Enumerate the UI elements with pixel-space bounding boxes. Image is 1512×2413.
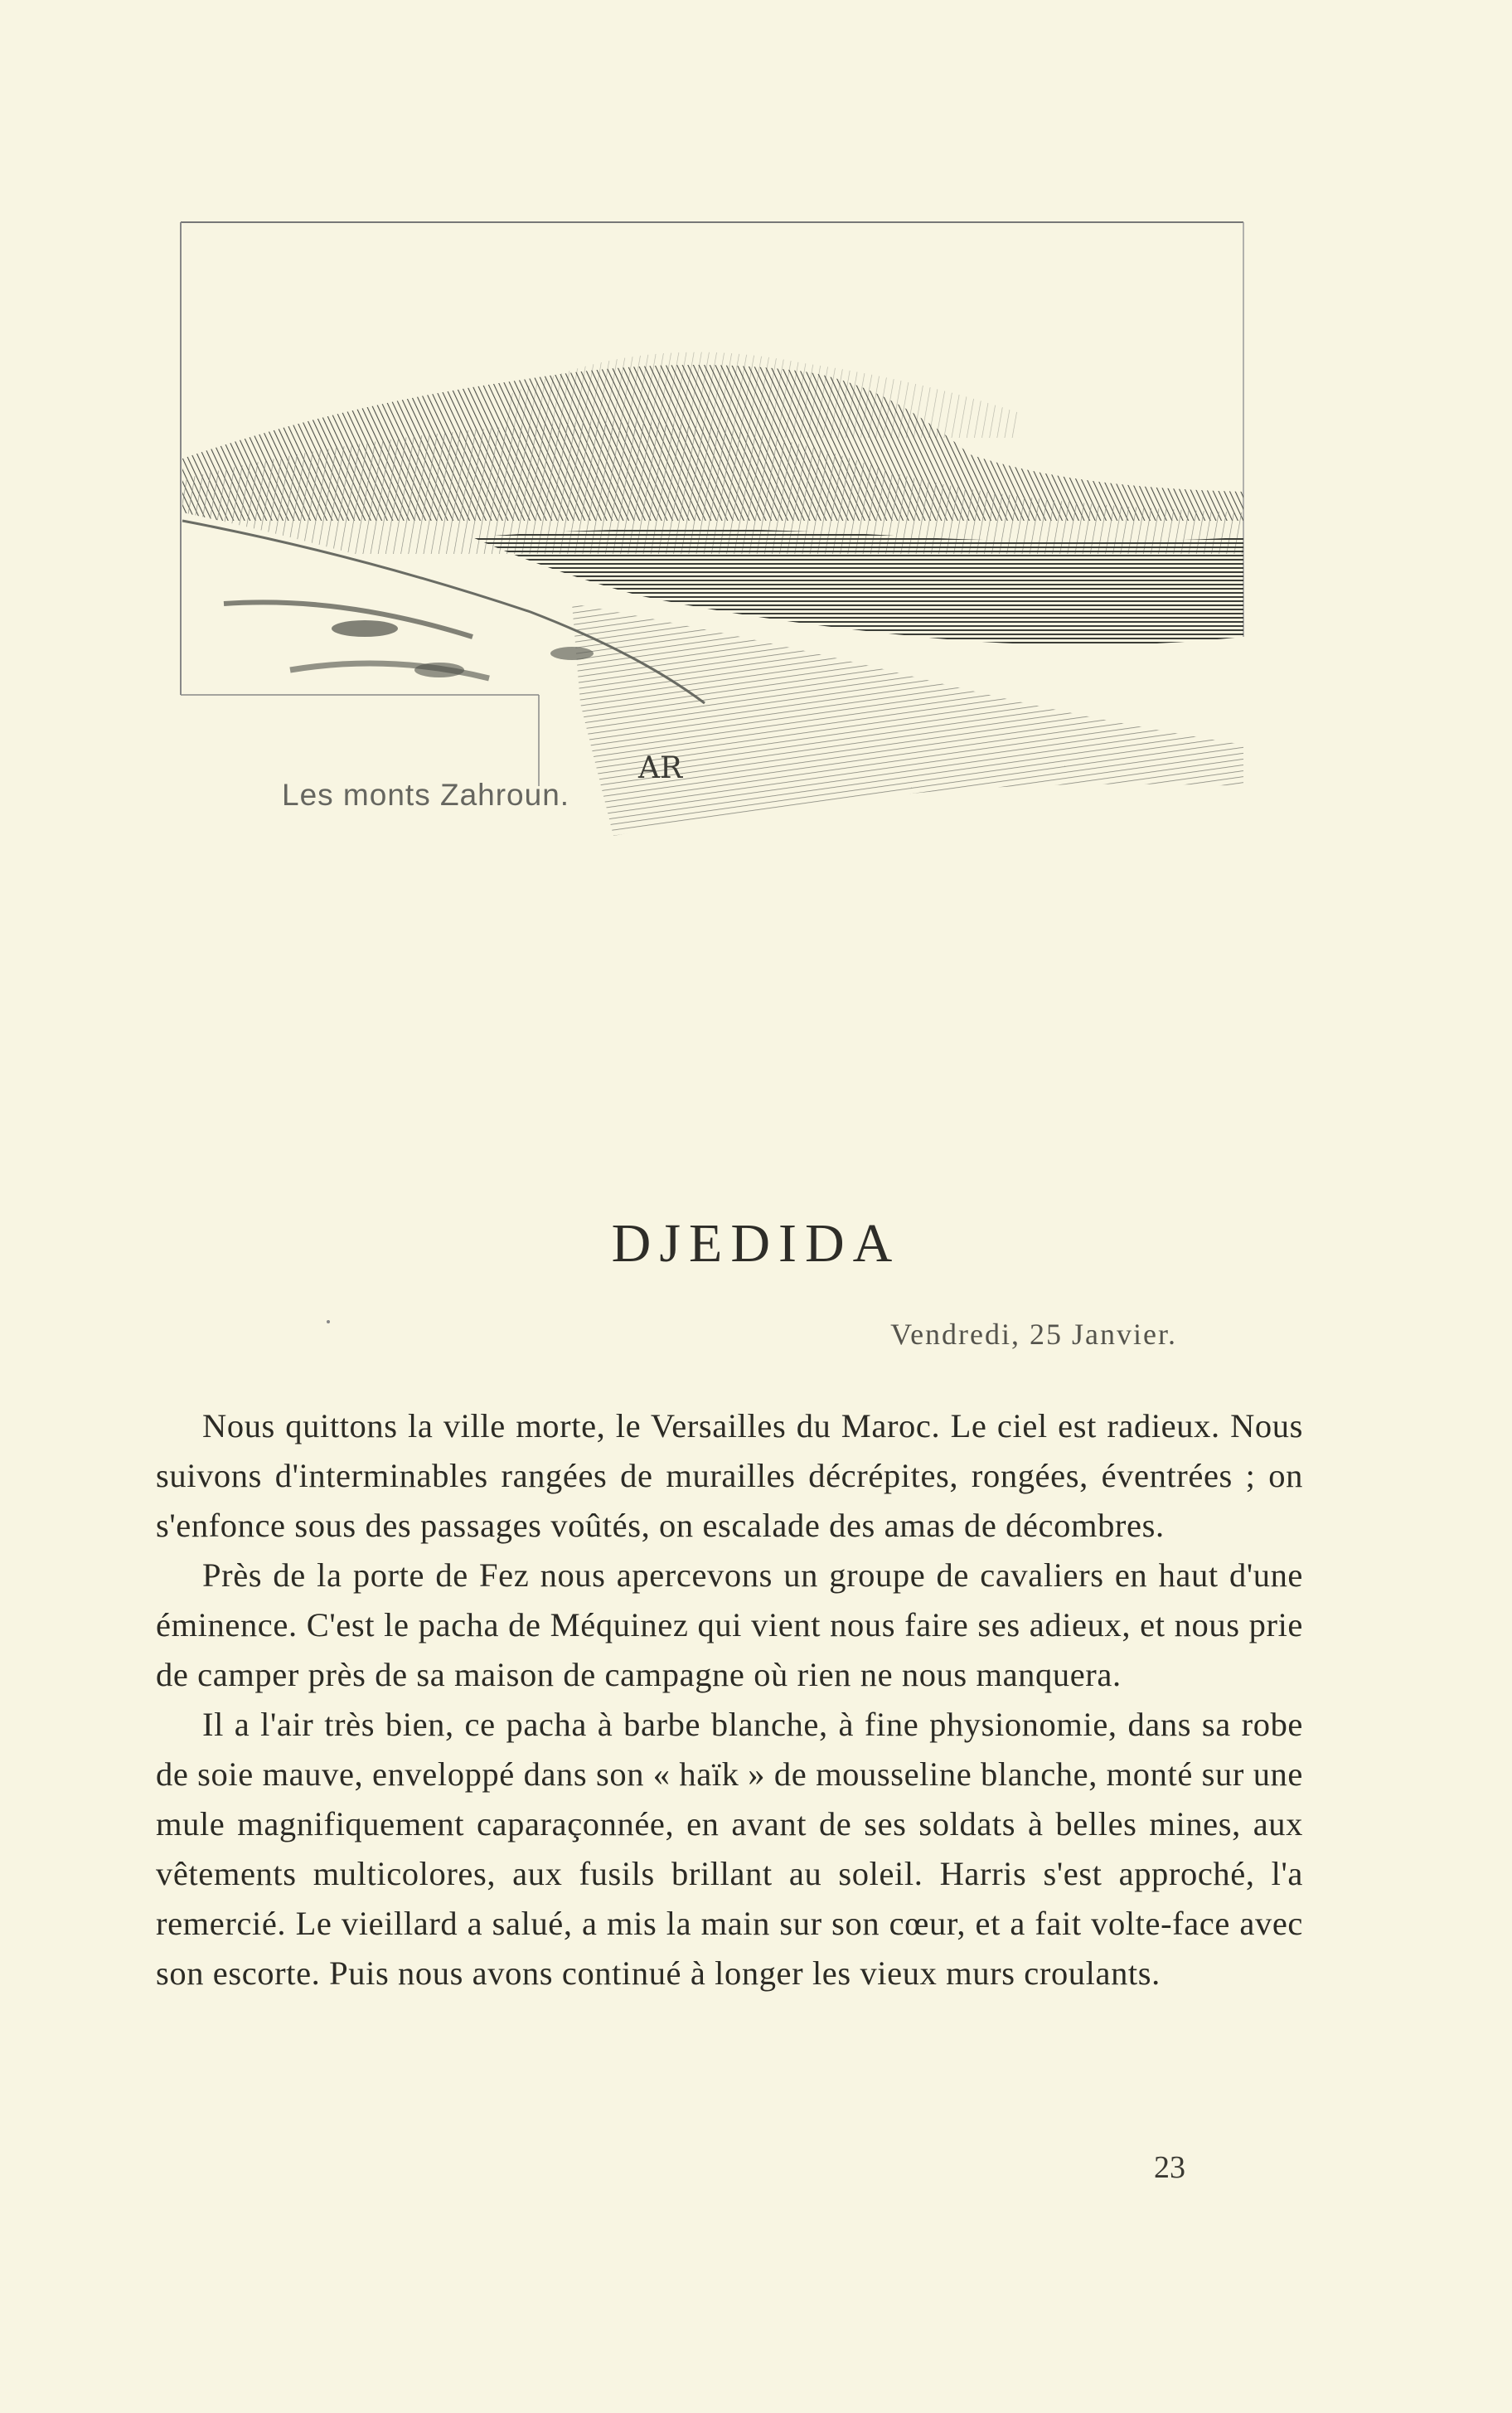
- page-number: 23: [1154, 2150, 1185, 2185]
- chapter-title: DJEDIDA: [611, 1213, 901, 1274]
- paragraph: Nous quittons la ville morte, le Versailles du Maroc. Le ciel est radieux. Nous suivons d'interminables rangées de murailles décrépites, rongées, éventrées ; on s'enfonce sous des passages voûtés, on escalade des amas de décombres.: [156, 1407, 1303, 1544]
- illustration-caption: Les monts Zahroun.: [282, 778, 570, 812]
- chapter-dateline: Vendredi, 25 Janvier.: [890, 1318, 1177, 1351]
- ink-speck: [327, 1320, 330, 1323]
- paragraph: Près de la porte de Fez nous apercevons un groupe de cavaliers en haut d'une éminence. C'est le pacha de Méquinez qui vient nous faire ses adieux, et nous prie de camper près de sa maison de campagne où rien ne nous manquera.: [156, 1556, 1303, 1693]
- paragraph: Il a l'air très bien, ce pacha à barbe blanche, à fine physionomie, dans sa robe de soie mauve, enveloppé dans son « haïk » de mousseline blanche, monté sur une mule magnifiquement caparaçonnée, en avant de ses soldats à belles mines, aux vêtements multicolores, aux fusils brillant au soleil. Harris s'est approché, l'a remercié. Le vieillard a salué, a mis la main sur son cœur, et a fait volte-face avec son escorte. Puis nous avons continué à longer les vieux murs croulants.: [156, 1706, 1303, 1992]
- body-text: [156, 1401, 1303, 1998]
- landscape-engraving: [174, 206, 1252, 836]
- artist-monogram: AR: [638, 751, 683, 785]
- mountain-engraving-illustration: [174, 206, 1252, 836]
